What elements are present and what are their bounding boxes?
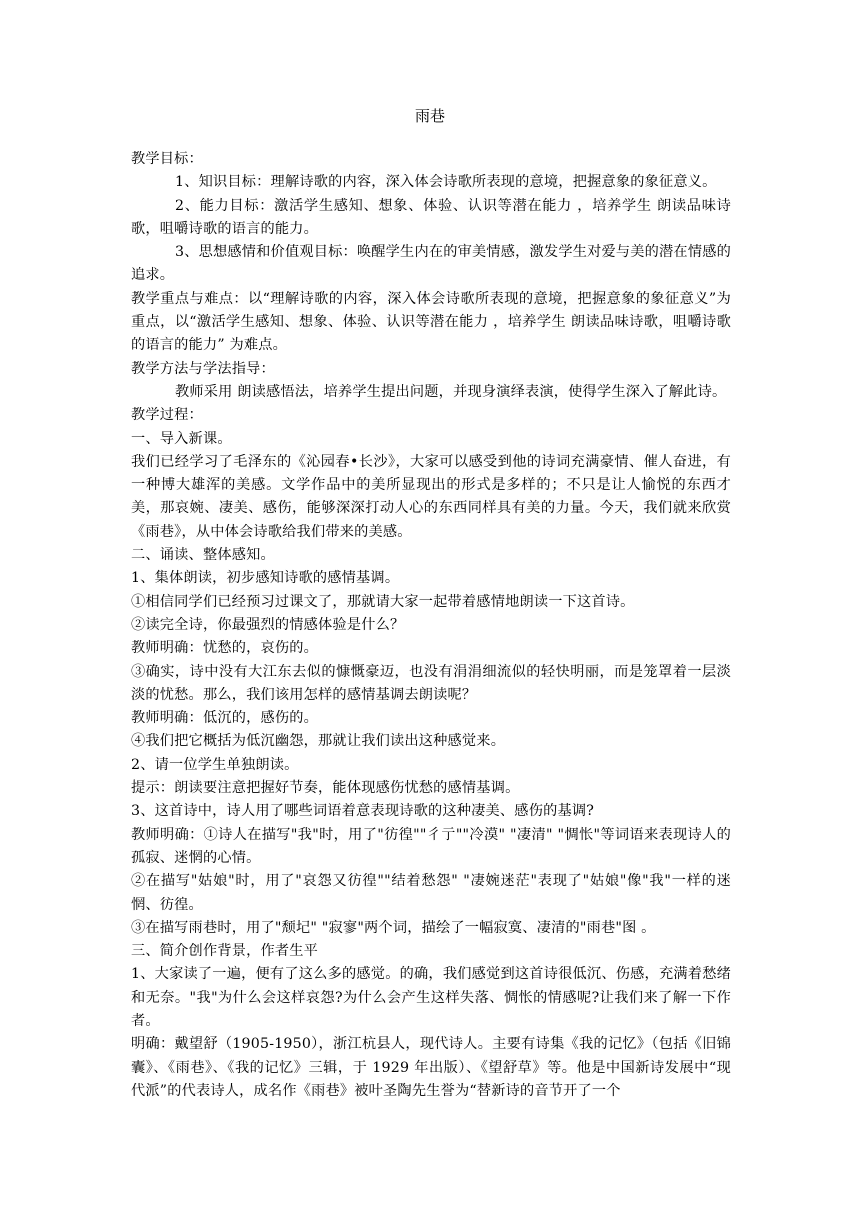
- paragraph: 教师采用 朗读感悟法，培养学生提出问题，并现身演绎表演，使得学生深入了解此诗。: [175, 383, 727, 400]
- paragraph: 教师明确：①诗人在描写"我"时，用了"彷徨""彳亍""冷漠" "凄清" "惆怅"等词语来表现诗人的孤寂、迷惘的心情。: [131, 826, 731, 866]
- section-heading: 一、导入新课。: [131, 430, 232, 447]
- paragraph: ③在描写雨巷时，用了"颓圮" "寂寥"两个词，描绘了一幅寂寞、凄清的"雨巷"图 。: [131, 919, 656, 936]
- section-heading: 二、诵读、整体感知。: [131, 547, 275, 564]
- section-heading-goals: 教学目标：: [131, 151, 203, 167]
- paragraph: 1、知识目标：理解诗歌的内容，深入体会诗歌所表现的意境，把握意象的象征意义。: [175, 174, 717, 191]
- paragraph: 1、大家读了一遍，便有了这么多的感觉。的确，我们感觉到这首诗很低沉、伤感，充满着愁绪和无奈。"我"为什么会这样哀怨?为什么会产生这样失落、惆怅的情感呢?让我们来了解一下作者。: [131, 966, 731, 1029]
- section-heading: 三、简介创作背景，作者生平: [131, 943, 319, 960]
- paragraph: 教师明确：忧愁的，哀伤的。: [131, 640, 319, 657]
- paragraph: 明确：戴望舒（1905-1950），浙江杭县人，现代诗人。主要有诗集《我的记忆》（包括《旧锦囊》、《雨巷》、《我的记忆》三辑，于 1929 年出版）、《望舒草》等。他是中国新诗发展中“现代派”的代表诗人，成名作《雨巷》被叶圣陶先生誉为“替新诗的音节开了一个: [131, 1036, 731, 1099]
- paragraph: ②读完全诗，你最强烈的情感体验是什么？: [131, 616, 405, 633]
- paragraph: 3、思想感情和价值观目标：唤醒学生内在的审美情感，激发学生对爱与美的潜在情感的追求。: [131, 244, 731, 284]
- paragraph: ①相信同学们已经预习过课文了，那就请大家一起带着感情地朗读一下这首诗。: [131, 593, 635, 610]
- paragraph: 提示：朗读要注意把握好节奏，能体现感伤忧愁的感情基调。: [131, 780, 520, 797]
- paragraph: ④我们把它概括为低沉幽怨，那就让我们读出这种感觉来。: [131, 733, 506, 750]
- paragraph: 教师明确：低沉的，感伤的。: [131, 710, 319, 727]
- paragraph: 2、能力目标：激活学生感知、想象、体验、认识等潜在能力 ，培养学生 朗读品味诗歌，咀嚼诗歌的语言的能力。: [131, 197, 731, 237]
- paragraph: 1、集体朗读，初步感知诗歌的感情基调。: [131, 570, 400, 587]
- document-title: 雨巷: [414, 107, 445, 125]
- paragraph: 2、请一位学生单独朗读。: [131, 756, 299, 773]
- paragraph: ③确实，诗中没有大江东去似的慷慨豪迈，也没有涓涓细流似的轻快明丽，而是笼罩着一层淡淡的忧愁。那么，我们该用怎样的感情基调去朗读呢？: [131, 663, 731, 703]
- paragraph: 我们已经学习了毛泽东的《沁园春•长沙》，大家可以感受到他的诗词充满豪情、催人奋进，有一种博大雄浑的美感。文学作品中的美所显现出的形式是多样的；不只是让人愉悦的东西才美，那哀婉、凄美、感伤，能够深深打动人心的东西同样具有美的力量。今天，我们就来欣赏《雨巷》，从中体会诗歌给我们带来的美感。: [131, 453, 731, 540]
- document-body: [131, 148, 731, 1103]
- paragraph: 3、这首诗中，诗人用了哪些词语着意表现诗歌的这种凄美、感伤的基调?: [131, 803, 595, 820]
- paragraph: 教学重点与难点：以“理解诗歌的内容，深入体会诗歌所表现的意境，把握意象的象征意义”为重点，以“激活学生感知、想象、体验、认识等潜在能力 ，培养学生 朗读品味诗歌，咀嚼诗歌的语言的能力” 为难点。: [131, 290, 731, 354]
- section-heading-process: 教学过程：: [131, 407, 203, 424]
- section-heading-methods: 教学方法与学法指导：: [131, 360, 275, 377]
- paragraph: ②在描写"姑娘"时，用了"哀怨又彷徨""结着愁怨" "凄婉迷茫"表现了"姑娘"像"我"一样的迷惘、彷徨。: [131, 873, 731, 913]
